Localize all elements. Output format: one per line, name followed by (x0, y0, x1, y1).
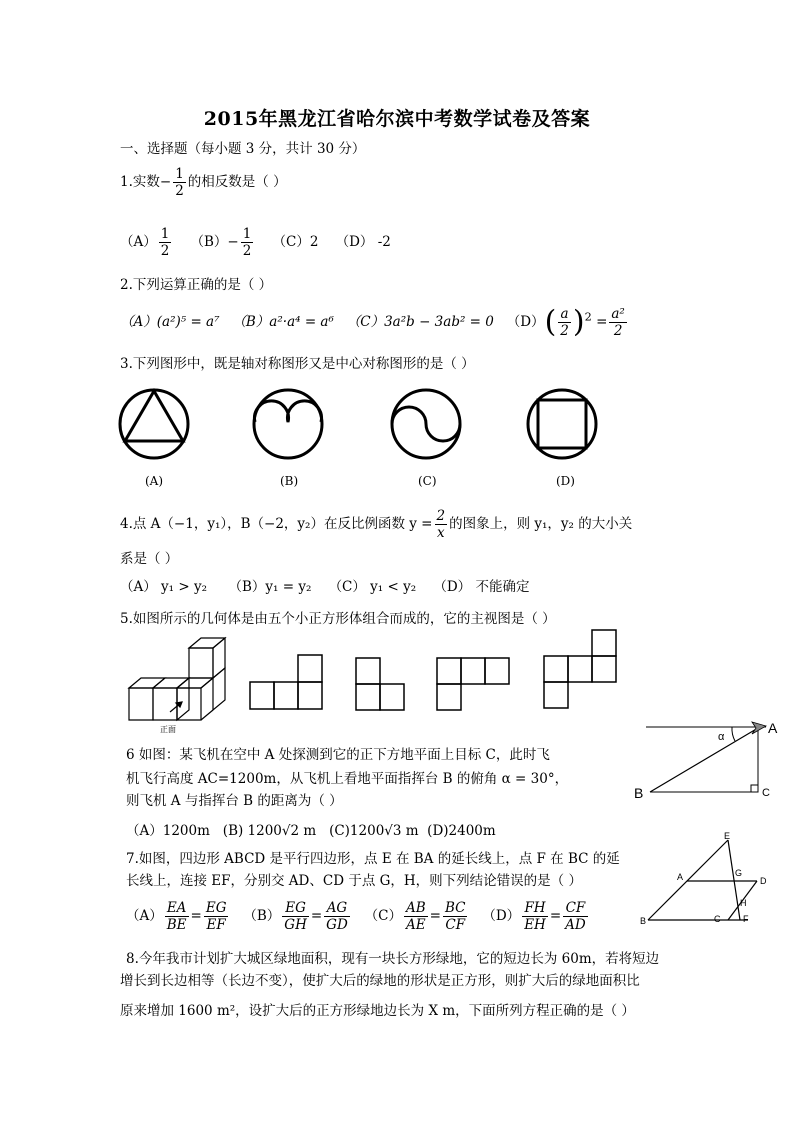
q5-figures (120, 628, 630, 740)
q3-figure-b (254, 390, 322, 458)
question-3: 3.下列图形中，既是轴对称图形又是中心对称图形的是（ ） (120, 356, 475, 372)
q8-line-1: 8.今年我市计划扩大城区绿地面积，现有一块长方形绿地，它的短边长为 60m，若将短边 (126, 951, 660, 967)
q7-label-e: E (724, 831, 731, 841)
q7-label-f: F (743, 914, 749, 924)
q7-option-d: （D） (482, 908, 521, 924)
question-2: 2.下列运算正确的是（ ） (120, 277, 273, 293)
q6-line-2: 机飞行高度 AC=1200m，从飞机上看地平面指挥台 B 的俯角 α = 30°， (126, 771, 569, 787)
q7-figure (640, 828, 785, 926)
q3-label-c: (C) (418, 474, 437, 488)
page-title: 2015年黑龙江省哈尔滨中考数学试卷及答案 (203, 108, 591, 130)
q6-options (126, 822, 496, 840)
q2-option-d: （D） (506, 314, 545, 330)
q4-text-3: 系是（ ） (120, 551, 179, 567)
q7-options: （A） $\frac{EA}{BE}$ = $\frac{EG}{EF}$ （B） $\frac{EG}{GH}$ = $\frac{AG}{GD}$ （C） $\frac{AB}{AE}$ = $\frac{BC}{CF}$ （D） $\frac{FH}{EH}$ = $\frac{CF}{AD}$ (126, 900, 586, 933)
q1-options: （A） $\frac{1}{2}$ （B）− $\frac{1}{2}$ （C）2 （D） -2 (120, 226, 391, 259)
q6-line-3: 则飞机 A 与指挥台 B 的距离为（ ） (126, 793, 343, 809)
q4-option-a: （A） y₁ > y₂ (120, 579, 208, 595)
question-4: 4.点 A（−1，y₁），B（−2，y₂）在反比例函数 y = $\frac{2}{x}$ 的图象上，则 y₁，y₂ 的大小关 (120, 508, 633, 541)
q1-suffix: 的相反数是（ ） (187, 174, 287, 190)
q6-label-c: C (762, 787, 770, 799)
q7-option-a: （A） (126, 908, 163, 924)
q8-line-2: 增长到长边相等（长边不变），使扩大后的绿地的形状是正方形，则扩大后的绿地面积比 (120, 973, 640, 989)
section-heading: 一、选择题（每小题 3 分，共计 30 分） (120, 141, 366, 157)
q1-minus: − (159, 174, 172, 190)
q3-label-b: (B) (280, 474, 299, 488)
q7-line-1: 7.如图，四边形 ABCD 是平行四边形，点 E 在 BA 的延长线上，点 F 在 BC 的延 (126, 851, 620, 867)
q3-label-d: (D) (556, 474, 575, 488)
q4-option-b: （B）y₁ = y₂ (228, 579, 312, 595)
q7-option-b: （B） (243, 908, 281, 924)
q6-label-alpha: α (718, 731, 725, 743)
q2-option-c: （C）3a²b − 3ab² = 0 (346, 314, 494, 330)
q1-option-c: （C）2 (272, 234, 319, 250)
q4-text-2: 的图象上，则 y₁，y₂ 的大小关 (449, 516, 633, 532)
q4-options (120, 578, 529, 596)
q3-figure-a (120, 390, 188, 458)
q6-option-a: （A）1200m (126, 823, 210, 839)
q5-option-b-figure (356, 658, 404, 710)
q6-label-a: A (768, 720, 778, 736)
q5-front-label: 正面 (160, 725, 176, 734)
q6-figure (628, 712, 788, 804)
q8-line-3: 原来增加 1600 m²，设扩大后的正方形绿地边长为 X m，下面所列方程正确的是（ ） (120, 1003, 635, 1019)
q3-figure-d (528, 390, 596, 458)
q6-option-c: (C)1200√3 m (329, 823, 419, 839)
question-1 (120, 166, 287, 199)
q6-option-b: (B) 1200√2 m (222, 823, 317, 839)
q7-option-c: （C） (364, 908, 402, 924)
q7-line-2: 长线上，连接 EF，分别交 AD、CD 于点 G，H，则下列结论错误的是（ ） (126, 873, 582, 889)
q2-option-b: （B）a²·a⁴ = a⁶ (232, 314, 334, 330)
q7-label-d: D (760, 876, 767, 886)
q6-label-b: B (634, 785, 644, 801)
question-5: 5.如图所示的几何体是由五个小正方形体组合而成的，它的主视图是（ ） (120, 611, 556, 627)
q1-fraction: $\frac{1}{2}$ (175, 166, 184, 199)
q5-option-a-figure (250, 655, 322, 709)
q4-option-d: （D） 不能确定 (433, 579, 530, 595)
q1-option-a: （A） (120, 234, 157, 250)
q1-option-d: （D） -2 (335, 234, 391, 250)
q7-label-a: A (677, 872, 684, 882)
q7-label-c: C (714, 914, 721, 924)
q1-option-b: （B）− (190, 234, 239, 250)
q6-option-d: (D)2400m (427, 823, 496, 839)
q3-figure-c (392, 390, 460, 458)
q5-option-d-figure (544, 630, 616, 708)
q5-option-c-figure (437, 658, 509, 710)
q4-option-c: （C） y₁ < y₂ (328, 579, 417, 595)
q1-prefix: 1.实数 (120, 174, 160, 190)
q6-line-1: 6 如图：某飞机在空中 A 处探测到它的正下方地平面上目标 C，此时飞 (126, 747, 550, 763)
q7-label-g: G (735, 868, 743, 878)
q2-option-a: （A）(a²)⁵ = a⁷ (120, 314, 220, 330)
q4-text-1: 4.点 A（−1，y₁），B（−2，y₂）在反比例函数 y = (120, 516, 433, 532)
q7-label-h: H (740, 898, 747, 908)
q3-figures (110, 378, 610, 488)
q2-options: （A）(a²)⁵ = a⁷ （B）a²·a⁴ = a⁶ （C）3a²b − 3ab² = 0 （D）( $\frac{a}{2}$ )$^2$ = $\frac{\text{a²}}{2}$ (120, 304, 625, 340)
q5-solid (129, 638, 225, 720)
q7-label-b: B (640, 916, 647, 926)
q3-label-a: (A) (145, 474, 164, 488)
